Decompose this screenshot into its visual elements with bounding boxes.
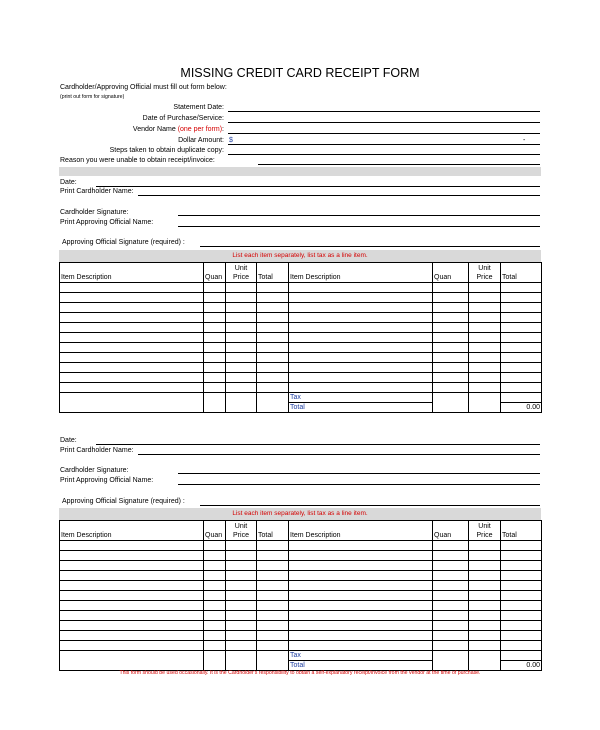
table-row[interactable] <box>60 551 542 561</box>
header-item-description-2: Item Description <box>289 521 433 541</box>
table-row[interactable] <box>60 631 542 641</box>
header-price: Price <box>233 532 249 539</box>
grand-total-value: 0.00 <box>501 403 542 413</box>
table-row[interactable] <box>60 333 542 343</box>
form-title: MISSING CREDIT CARD RECEIPT FORM <box>180 66 420 80</box>
table-row[interactable] <box>60 323 542 333</box>
vendor-colon: : <box>222 126 224 133</box>
table-row[interactable] <box>60 343 542 353</box>
dollar-amount-field[interactable] <box>228 144 540 145</box>
approving-signature-label-2: Approving Official Signature (required) : <box>62 498 185 505</box>
cardholder-signature-label-2: Cardholder Signature: <box>60 467 129 474</box>
total-label: Total <box>289 403 433 413</box>
item-table <box>59 262 542 413</box>
header-unit-price-2 <box>469 521 501 541</box>
table-row[interactable] <box>60 303 542 313</box>
item-table-header <box>60 263 542 283</box>
date-label: Date: <box>60 179 77 186</box>
steps-taken-field[interactable] <box>228 154 540 155</box>
tax-label: Tax <box>289 651 433 661</box>
header-unit-2: Unit <box>478 265 491 272</box>
intro-subtext: (print out form for signature) <box>60 94 125 100</box>
table-row[interactable] <box>60 293 542 303</box>
print-cardholder-label-2: Print Cardholder Name: <box>60 447 134 454</box>
header-item-description-2: Item Description <box>289 263 433 283</box>
header-price: Price <box>233 274 249 281</box>
print-approving-label-2: Print Approving Official Name: <box>60 477 154 484</box>
tax-row <box>60 651 542 661</box>
print-approving-field[interactable] <box>178 226 540 227</box>
purchase-date-field[interactable] <box>228 122 540 123</box>
table-row[interactable] <box>60 561 542 571</box>
header-unit-price <box>226 263 257 283</box>
header-price-2: Price <box>476 274 493 281</box>
table-row[interactable] <box>60 383 542 393</box>
tax-label: Tax <box>289 393 433 403</box>
statement-date-label: Statement Date: <box>173 104 224 111</box>
header-total: Total <box>257 263 289 283</box>
date-field[interactable] <box>96 186 540 187</box>
list-items-note: List each item separately, list tax as a line item. <box>59 250 541 262</box>
reason-label: Reason you were unable to obtain receipt/invoice: <box>60 157 215 164</box>
vendor-name-text: Vendor Name <box>132 126 176 133</box>
table-row[interactable] <box>60 621 542 631</box>
list-items-note-2: List each item separately, list tax as a line item. <box>59 508 541 520</box>
dollar-amount-label: Dollar Amount: <box>178 137 224 144</box>
header-price-2: Price <box>476 532 493 539</box>
table-row[interactable] <box>60 581 542 591</box>
dollar-sign: $ <box>229 137 233 144</box>
vendor-name-field[interactable] <box>228 133 540 134</box>
approving-signature-field[interactable] <box>200 246 540 247</box>
print-approving-label: Print Approving Official Name: <box>60 219 154 226</box>
total-row <box>60 403 542 413</box>
print-cardholder-field[interactable] <box>138 195 540 196</box>
table-row[interactable] <box>60 363 542 373</box>
table-row[interactable] <box>60 611 542 621</box>
cardholder-signature-field-2[interactable] <box>178 473 540 474</box>
item-table-2 <box>59 520 542 671</box>
header-total: Total <box>257 521 289 541</box>
header-unit: Unit <box>234 523 248 530</box>
date-label-2: Date: <box>60 437 77 444</box>
cardholder-signature-label: Cardholder Signature: <box>60 209 129 216</box>
header-quan: Quan <box>204 521 226 541</box>
approving-signature-label: Approving Official Signature (required) : <box>62 239 185 246</box>
table-row[interactable] <box>60 641 542 651</box>
header-item-description: Item Description <box>60 521 204 541</box>
header-total-2: Total <box>501 263 542 283</box>
header-quan-2: Quan <box>433 263 469 283</box>
header-unit: Unit <box>234 265 248 272</box>
steps-taken-label: Steps taken to obtain duplicate copy: <box>109 147 224 154</box>
table-row[interactable] <box>60 283 542 293</box>
total-label: Total <box>289 661 433 671</box>
table-row[interactable] <box>60 591 542 601</box>
intro-text: Cardholder/Approving Official must fill out form below: <box>60 84 227 91</box>
vendor-name-label <box>60 126 224 134</box>
grand-total-value: 0.00 <box>501 661 542 671</box>
table-row[interactable] <box>60 373 542 383</box>
header-item-description: Item Description <box>60 263 204 283</box>
header-unit-2: Unit <box>478 523 491 530</box>
total-row <box>60 661 542 671</box>
vendor-note: (one per form) <box>177 126 223 133</box>
table-row[interactable] <box>60 541 542 551</box>
cardholder-signature-field[interactable] <box>178 215 540 216</box>
table-row[interactable] <box>60 313 542 323</box>
tax-row <box>60 393 542 403</box>
approving-signature-field-2[interactable] <box>200 505 540 506</box>
dollar-dash: - <box>523 137 526 144</box>
header-unit-price-2 <box>469 263 501 283</box>
header-unit-price <box>226 521 257 541</box>
statement-date-field[interactable] <box>228 111 540 112</box>
table-row[interactable] <box>60 571 542 581</box>
print-approving-field-2[interactable] <box>178 484 540 485</box>
date-field-2[interactable] <box>96 444 540 445</box>
table-row[interactable] <box>60 353 542 363</box>
footer-note: This form should be used occasionally. It is the Cardholder's responsibility to obtain a self-explanatory receipt/invoice from the vendor at the time of purchase. <box>119 670 481 676</box>
print-cardholder-field-2[interactable] <box>138 454 540 455</box>
table-row[interactable] <box>60 601 542 611</box>
header-quan-2: Quan <box>433 521 469 541</box>
reason-field[interactable] <box>258 164 540 165</box>
header-quan: Quan <box>204 263 226 283</box>
purchase-date-label: Date of Purchase/Service: <box>142 115 224 122</box>
header-total-2: Total <box>501 521 542 541</box>
print-cardholder-label: Print Cardholder Name: <box>60 188 134 195</box>
item-table-header-2 <box>60 521 542 541</box>
separator-bar <box>59 167 541 176</box>
